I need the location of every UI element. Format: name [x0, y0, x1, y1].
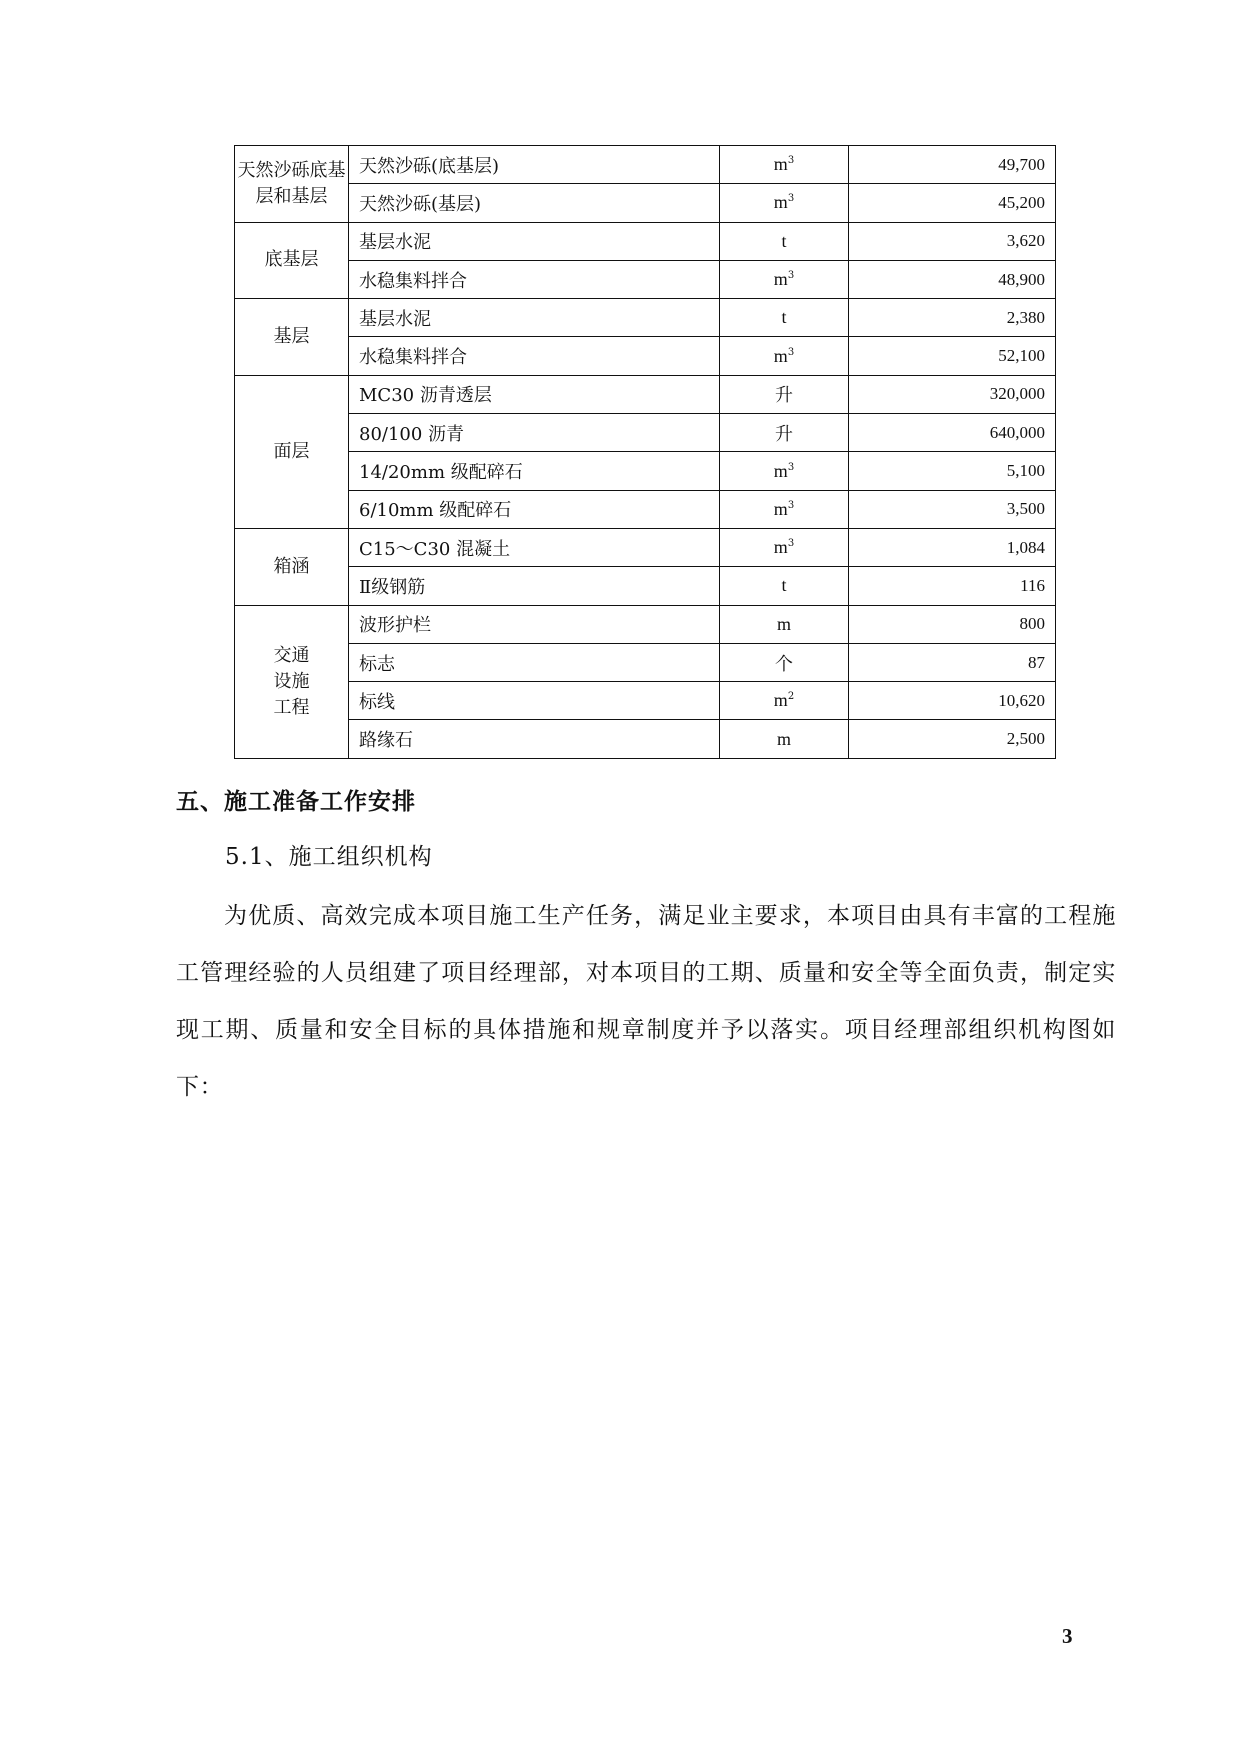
- unit-base: m: [776, 728, 791, 749]
- quantity-cell: 10,620: [849, 682, 1056, 720]
- body-paragraph: 为优质、高效完成本项目施工生产任务，满足业主要求，本项目由具有丰富的工程施工管理经验的人员组建了项目经理部，对本项目的工期、质量和安全等全面负责，制定实现工期、质量和安全目标的具体措施和规章制度并予以落实。项目经理部组织机构图如下：: [176, 903, 1116, 1100]
- unit-cell: [720, 567, 849, 605]
- quantity-cell: 3,500: [849, 490, 1056, 528]
- table-row: [235, 452, 1056, 490]
- quantity-cell: 45,200: [849, 184, 1056, 222]
- table-row: [235, 490, 1056, 528]
- unit-base: m: [773, 269, 788, 290]
- section-heading: 五、施工准备工作安排: [176, 789, 416, 815]
- table-row: [235, 222, 1056, 260]
- unit-base: m: [773, 192, 788, 213]
- quantity-cell: 87: [849, 643, 1056, 681]
- item-cell: 水稳集料拌合: [349, 260, 720, 298]
- table-row: [235, 720, 1056, 758]
- unit-base: m: [776, 613, 791, 634]
- table-row: [235, 375, 1056, 413]
- unit-base: m: [773, 498, 788, 519]
- item-cell: 天然沙砾(底基层): [349, 146, 720, 184]
- unit-cell: [720, 528, 849, 566]
- quantities-table: [234, 145, 1056, 759]
- unit-cell: [720, 184, 849, 222]
- table-row: [235, 146, 1056, 184]
- quantity-cell: 49,700: [849, 146, 1056, 184]
- unit-superscript: 2: [787, 691, 795, 703]
- unit-base: 升: [775, 385, 793, 406]
- quantity-cell: 2,500: [849, 720, 1056, 758]
- quantities-table-body: [235, 146, 1056, 759]
- unit-cell: [720, 452, 849, 490]
- unit-cell: [720, 720, 849, 758]
- unit-superscript: 3: [787, 499, 795, 511]
- item-cell: C15～C30 混凝土: [349, 528, 720, 566]
- item-cell: 基层水泥: [349, 299, 720, 337]
- category-cell: 底基层: [235, 222, 349, 299]
- item-cell: 80/100 沥青: [349, 414, 720, 452]
- unit-base: 个: [775, 653, 793, 674]
- item-cell: 波形护栏: [349, 605, 720, 643]
- unit-superscript: 3: [787, 270, 795, 282]
- unit-cell: [720, 222, 849, 260]
- unit-base: m: [773, 345, 788, 366]
- item-cell: 14/20mm 级配碎石: [349, 452, 720, 490]
- quantity-cell: 3,620: [849, 222, 1056, 260]
- page-number: 3: [1062, 1624, 1073, 1648]
- subsection-heading: 5.1、施工组织机构: [225, 844, 433, 870]
- unit-superscript: 3: [787, 346, 795, 358]
- unit-cell: [720, 337, 849, 375]
- item-cell: 6/10mm 级配碎石: [349, 490, 720, 528]
- item-cell: 基层水泥: [349, 222, 720, 260]
- category-cell: 箱涵: [235, 528, 349, 605]
- quantity-cell: 52,100: [849, 337, 1056, 375]
- unit-cell: [720, 299, 849, 337]
- quantity-cell: 320,000: [849, 375, 1056, 413]
- unit-base: m: [773, 537, 788, 558]
- unit-cell: [720, 643, 849, 681]
- table-row: [235, 605, 1056, 643]
- item-cell: 天然沙砾(基层): [349, 184, 720, 222]
- table-row: [235, 299, 1056, 337]
- unit-base: m: [773, 460, 788, 481]
- item-cell: 路缘石: [349, 720, 720, 758]
- category-cell: 交通 设施 工程: [235, 605, 349, 758]
- quantity-cell: 2,380: [849, 299, 1056, 337]
- unit-cell: [720, 146, 849, 184]
- unit-base: m: [773, 154, 788, 175]
- table-row: [235, 184, 1056, 222]
- unit-cell: [720, 375, 849, 413]
- unit-cell: [720, 682, 849, 720]
- item-cell: 标线: [349, 682, 720, 720]
- table-row: [235, 414, 1056, 452]
- unit-cell: [720, 490, 849, 528]
- quantity-cell: 5,100: [849, 452, 1056, 490]
- unit-superscript: 3: [787, 193, 795, 205]
- quantity-cell: 116: [849, 567, 1056, 605]
- item-cell: Ⅱ级钢筋: [349, 567, 720, 605]
- unit-cell: [720, 605, 849, 643]
- table-row: [235, 337, 1056, 375]
- quantity-cell: 640,000: [849, 414, 1056, 452]
- unit-base: t: [781, 307, 787, 328]
- unit-base: t: [781, 230, 787, 251]
- table-row: [235, 682, 1056, 720]
- unit-base: m: [773, 690, 788, 711]
- table-row: [235, 567, 1056, 605]
- unit-base: t: [781, 575, 787, 596]
- unit-cell: [720, 414, 849, 452]
- item-cell: 水稳集料拌合: [349, 337, 720, 375]
- unit-base: 升: [775, 423, 793, 444]
- quantity-cell: 1,084: [849, 528, 1056, 566]
- unit-superscript: 3: [787, 461, 795, 473]
- unit-superscript: 3: [787, 155, 795, 167]
- table-row: [235, 643, 1056, 681]
- category-cell: 基层: [235, 299, 349, 376]
- unit-cell: [720, 260, 849, 298]
- table-row: [235, 260, 1056, 298]
- category-cell: 天然沙砾底基层和基层: [235, 146, 349, 223]
- category-cell: 面层: [235, 375, 349, 528]
- item-cell: MC30 沥青透层: [349, 375, 720, 413]
- quantity-cell: 48,900: [849, 260, 1056, 298]
- quantity-cell: 800: [849, 605, 1056, 643]
- table-row: [235, 528, 1056, 566]
- unit-superscript: 3: [787, 538, 795, 550]
- item-cell: 标志: [349, 643, 720, 681]
